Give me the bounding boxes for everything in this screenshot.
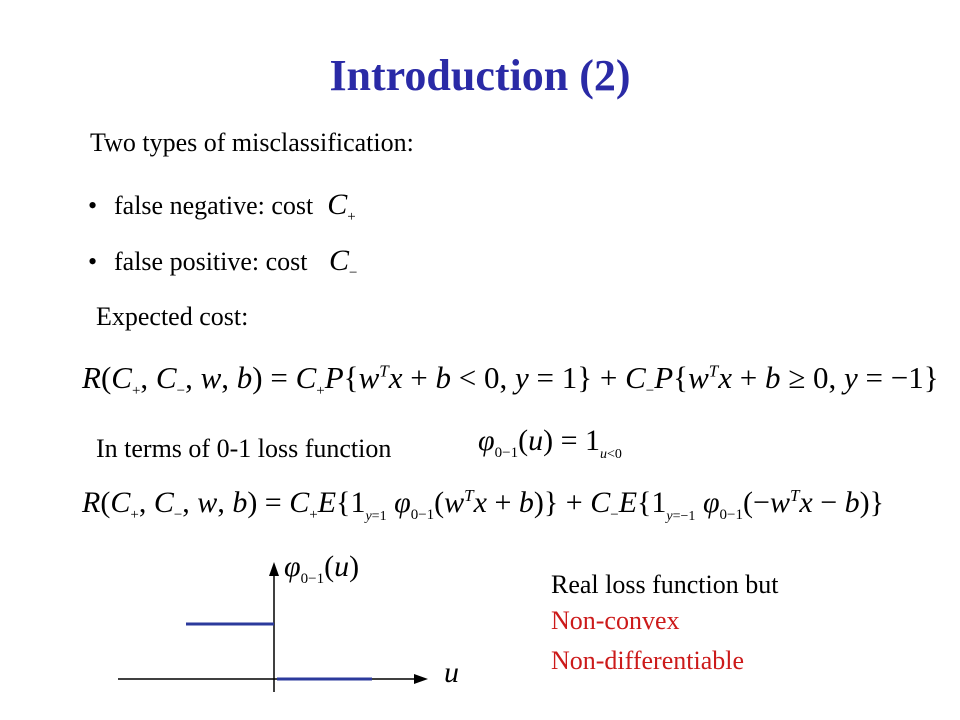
y-axis-arrow-icon [269, 562, 279, 576]
formula-loss-def: $\varphi_{0-1}(u) = 1_{u<0}$ [478, 424, 622, 462]
x-axis-arrow-icon [414, 674, 428, 684]
bullet-dot-icon: • [88, 247, 98, 276]
bullet-text: false negative: cost [114, 191, 314, 220]
loss-label: In terms of 0-1 loss function [96, 434, 392, 463]
x-axis-label: u [444, 656, 459, 689]
note-real-loss: Real loss function but [551, 570, 779, 599]
bullet-text: false positive: cost [114, 247, 308, 276]
math-c-minus: $C_-$ [314, 244, 358, 281]
note-non-convex: Non-convex [551, 606, 680, 635]
bullet-dot-icon: • [88, 191, 98, 220]
formula-risk: $R(C_+$, $C_-$, w, $b) = C_+P\{w^Tx + b < 0$, $y = 1\} + C_-P\{w^Tx + b \ge 0$, y = −1} [82, 360, 939, 400]
formula-risk-loss: $R(C_+$, $C_-$, w, $b) = C_+E\{1_{y=1}$ $\varphi_{0-1}(w^Tx + b)\} + C_-E\{1_{y=-1}$ $\varphi_{0-1}(-w^Tx - b)$} [82, 486, 885, 524]
intro-text: Two types of misclassification: [90, 128, 414, 157]
math-c-plus: $C_+$ [319, 188, 356, 225]
slide-title: Introduction (2) [329, 51, 631, 100]
expected-cost-label: Expected cost: [96, 302, 249, 331]
y-axis-label: $\varphi_{0-1}(u)$ [284, 550, 360, 587]
note-non-differentiable: Non-differentiable [551, 646, 744, 675]
